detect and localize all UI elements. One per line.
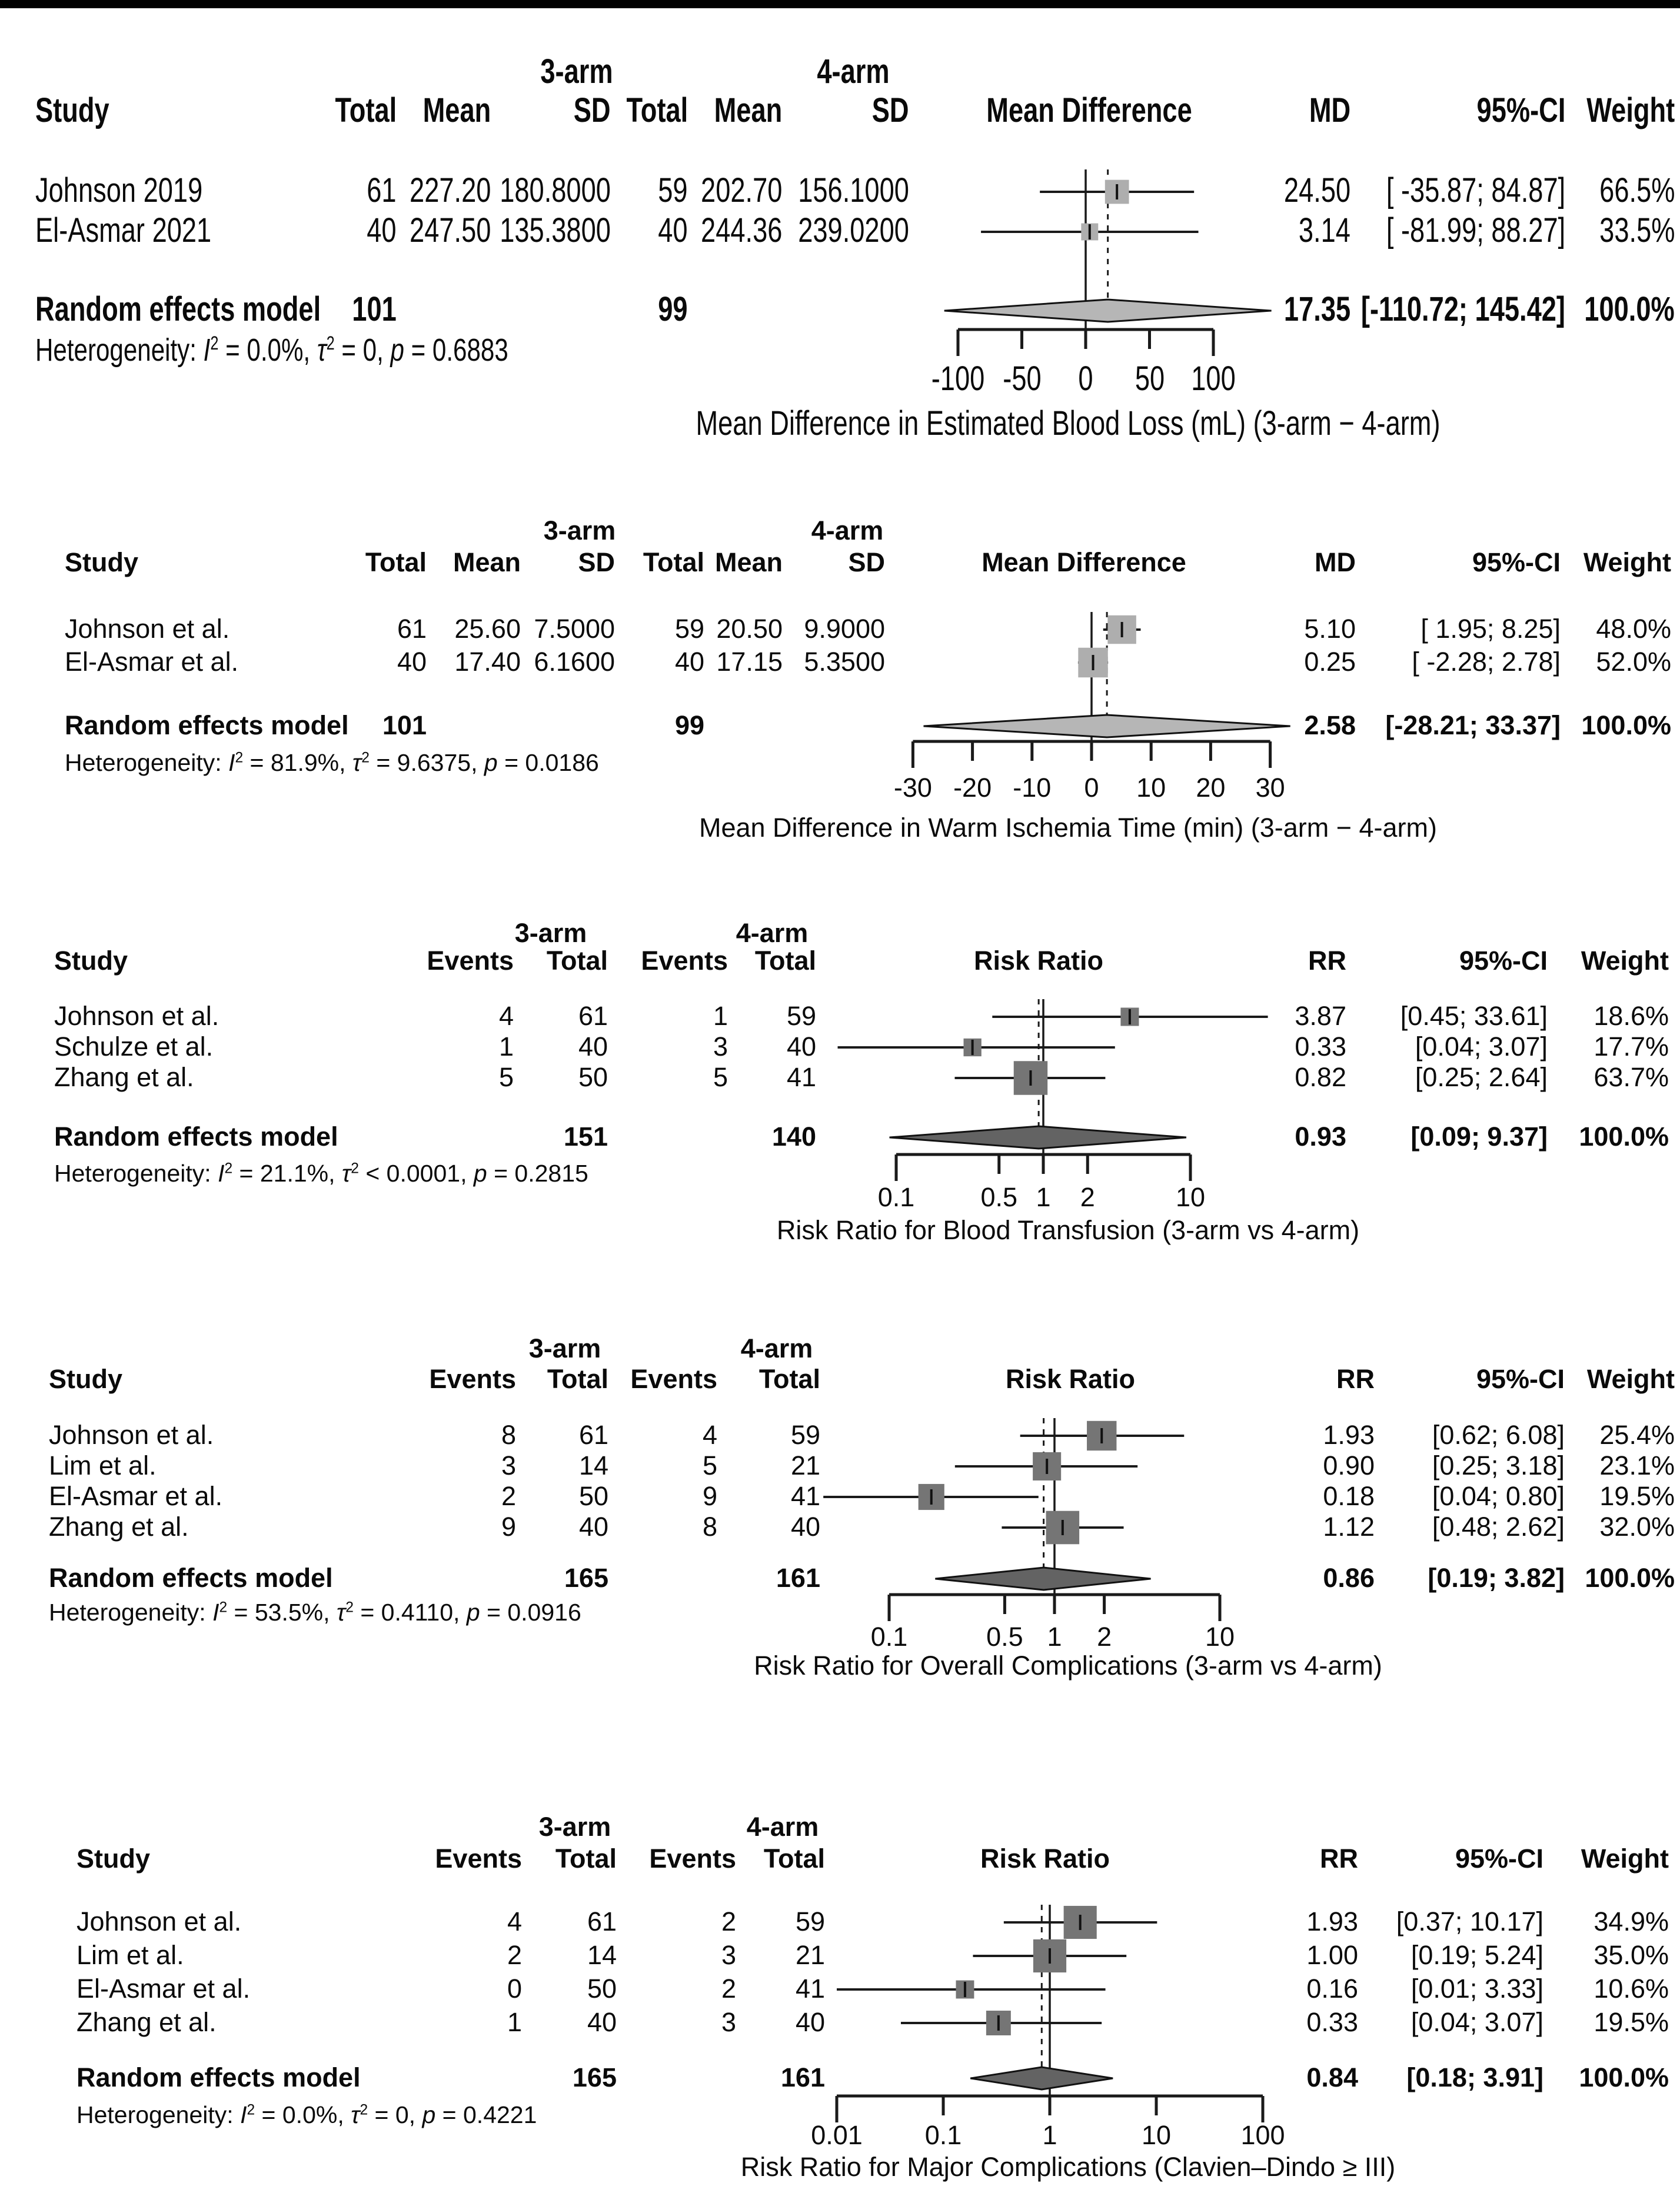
ci-value: [ 1.95; 8.25] xyxy=(1420,614,1561,644)
data-cell: 50 xyxy=(587,1974,617,2004)
column-header-effect: RR xyxy=(1320,1844,1358,1874)
column-header: Total xyxy=(759,1364,820,1394)
pooled-effect-value: 0.86 xyxy=(1323,1563,1375,1593)
data-cell: 41 xyxy=(795,1974,825,2004)
pooled-diamond xyxy=(944,300,1272,322)
column-header: Events xyxy=(641,946,728,976)
p-value: = 0.0186 xyxy=(497,749,599,776)
tau-squared-symbol: τ xyxy=(341,1160,351,1187)
data-cell: 40 xyxy=(587,2007,617,2037)
pooled-effect-value: 0.84 xyxy=(1306,2062,1358,2092)
ci-value: [ -81.99; 88.27] xyxy=(1386,211,1565,249)
weight-value: 19.5% xyxy=(1599,1481,1675,1511)
axis-tick-label: 10 xyxy=(1175,1182,1206,1212)
column-header: Mean xyxy=(714,547,783,577)
axis-tick-label: 100 xyxy=(1191,360,1236,398)
data-cell: 1 xyxy=(713,1001,728,1031)
axis-tick-label: 10 xyxy=(1141,2120,1172,2150)
axis-tick-label: 2 xyxy=(1097,1622,1112,1652)
column-header-effect: RR xyxy=(1336,1364,1375,1394)
effect-value: 0.90 xyxy=(1323,1450,1375,1480)
group-header-3arm: 3-arm xyxy=(514,918,587,948)
group-header-4arm: 4-arm xyxy=(740,1333,813,1363)
column-header: Total xyxy=(546,946,608,976)
i-squared-symbol: I xyxy=(203,332,211,368)
data-cell: 5 xyxy=(713,1062,728,1092)
axis-caption: Risk Ratio for Major Complications (Clavien–Dindo ≥ III) xyxy=(740,2152,1396,2182)
pooled-total-4arm: 99 xyxy=(674,710,704,740)
data-cell: 59 xyxy=(786,1001,816,1031)
data-cell: 0 xyxy=(507,1974,522,2004)
column-header-weight: Weight xyxy=(1581,1844,1669,1874)
data-cell: 9.9000 xyxy=(804,614,885,644)
pooled-total-4arm: 161 xyxy=(780,2062,825,2092)
weight-value: 25.4% xyxy=(1599,1420,1675,1450)
i-squared-value: = 0.0%, xyxy=(255,2101,351,2128)
data-cell: 41 xyxy=(786,1062,816,1092)
study-label: Johnson et al. xyxy=(49,1420,214,1450)
data-cell: 61 xyxy=(578,1420,608,1450)
study-label: El-Asmar et al. xyxy=(76,1974,251,2004)
column-header-weight: Weight xyxy=(1581,946,1669,976)
data-cell: 244.36 xyxy=(700,211,782,249)
data-cell: 239.0200 xyxy=(798,211,909,249)
ci-value: [ -2.28; 2.78] xyxy=(1412,647,1561,677)
i-squared-value: = 21.1%, xyxy=(232,1160,342,1187)
data-cell: 40 xyxy=(578,1512,608,1542)
effect-value: 0.16 xyxy=(1306,1974,1358,2004)
column-header: Total xyxy=(555,1844,617,1874)
i-squared-symbol: I xyxy=(218,1160,225,1187)
pooled-ci-value: [-28.21; 33.37] xyxy=(1385,710,1561,740)
pooled-total-3arm: 151 xyxy=(563,1122,608,1152)
column-header: Events xyxy=(435,1844,522,1874)
data-cell: 8 xyxy=(702,1512,717,1542)
study-label: Lim et al. xyxy=(49,1450,157,1480)
axis-caption: Risk Ratio for Blood Transfusion (3-arm vs 4-arm) xyxy=(776,1215,1360,1245)
data-cell: 8 xyxy=(501,1420,516,1450)
pooled-ci-value: [0.18; 3.91] xyxy=(1406,2062,1543,2092)
data-cell: 61 xyxy=(397,614,427,644)
axis-caption: Mean Difference in Estimated Blood Loss (mL) (3-arm − 4-arm) xyxy=(696,404,1441,442)
study-label: Zhang et al. xyxy=(49,1512,189,1542)
pooled-label: Random effects model xyxy=(35,290,321,328)
i-squared-symbol: I xyxy=(240,2101,247,2128)
p-symbol: p xyxy=(422,2101,436,2128)
data-cell: 17.40 xyxy=(454,647,521,677)
data-cell: 7.5000 xyxy=(534,614,615,644)
axis-tick-label: -20 xyxy=(953,773,992,803)
column-header: Total xyxy=(643,547,704,577)
data-cell: 40 xyxy=(397,647,427,677)
group-header-4arm: 4-arm xyxy=(817,52,890,91)
data-cell: 40 xyxy=(578,1032,608,1062)
effect-value: 3.87 xyxy=(1295,1001,1346,1031)
ci-value: [0.25; 3.18] xyxy=(1432,1450,1565,1480)
data-cell: 50 xyxy=(578,1481,608,1511)
axis-tick-label: 50 xyxy=(1135,360,1165,398)
p-value: = 0.0916 xyxy=(480,1599,581,1626)
axis-tick-label: 0.1 xyxy=(924,2120,962,2150)
data-cell: 4 xyxy=(702,1420,717,1450)
pooled-weight-value: 100.0% xyxy=(1584,290,1675,328)
weight-value: 35.0% xyxy=(1593,1940,1669,1970)
data-cell: 59 xyxy=(658,171,688,209)
ci-value: [0.04; 3.07] xyxy=(1410,2007,1543,2037)
pooled-total-3arm: 101 xyxy=(352,290,397,328)
superscript-2: 2 xyxy=(219,1599,228,1616)
data-cell: 4 xyxy=(507,1906,522,1937)
data-cell: 202.70 xyxy=(700,171,782,209)
column-header: Total xyxy=(763,1844,825,1874)
weight-value: 19.5% xyxy=(1593,2007,1669,2037)
effect-value: 0.33 xyxy=(1306,2007,1358,2037)
tau-squared-symbol: τ xyxy=(336,1599,346,1626)
data-cell: 61 xyxy=(578,1001,608,1031)
data-cell: 5 xyxy=(498,1062,514,1092)
superscript-2: 2 xyxy=(345,1599,354,1616)
data-cell: 5.3500 xyxy=(804,647,885,677)
data-cell: 3 xyxy=(713,1032,728,1062)
tau-squared-value: = 0.4110, xyxy=(353,1599,467,1626)
group-header-4arm: 4-arm xyxy=(736,918,809,948)
superscript-2: 2 xyxy=(326,332,335,354)
column-header: SD xyxy=(848,547,885,577)
i-squared-value: = 53.5%, xyxy=(227,1599,337,1626)
column-header-study: Study xyxy=(76,1844,151,1874)
pooled-weight-value: 100.0% xyxy=(1579,2062,1669,2092)
effect-value: 1.93 xyxy=(1306,1906,1358,1937)
ci-value: [0.01; 3.33] xyxy=(1410,1974,1543,2004)
column-header: SD xyxy=(574,91,611,129)
study-label: El-Asmar et al. xyxy=(65,647,239,677)
pooled-total-4arm: 99 xyxy=(658,290,688,328)
pooled-total-3arm: 165 xyxy=(564,1563,608,1593)
i-squared-value: = 81.9%, xyxy=(243,749,352,776)
superscript-2: 2 xyxy=(361,750,370,766)
ci-value: [0.04; 0.80] xyxy=(1432,1481,1565,1511)
data-cell: 3 xyxy=(721,1940,736,1970)
pooled-label: Random effects model xyxy=(54,1122,338,1152)
het-label: Heterogeneity: xyxy=(76,2101,241,2128)
axis-tick-label: 0.01 xyxy=(811,2120,863,2150)
p-value: = 0.4221 xyxy=(435,2101,537,2128)
data-cell: 50 xyxy=(578,1062,608,1092)
p-symbol: p xyxy=(466,1599,480,1626)
pooled-diamond xyxy=(890,1126,1186,1149)
study-label: Zhang et al. xyxy=(54,1062,194,1092)
study-label: Johnson et al. xyxy=(54,1001,219,1031)
superscript-2: 2 xyxy=(235,750,244,766)
data-cell: 247.50 xyxy=(409,211,491,249)
weight-value: 66.5% xyxy=(1599,171,1675,209)
effect-value: 3.14 xyxy=(1298,211,1350,249)
axis-tick-label: 0.5 xyxy=(980,1182,1018,1212)
group-header-4arm: 4-arm xyxy=(746,1812,819,1842)
data-cell: 156.1000 xyxy=(798,171,909,209)
ci-value: [0.25; 2.64] xyxy=(1415,1062,1548,1092)
data-cell: 40 xyxy=(786,1032,816,1062)
data-cell: 40 xyxy=(367,211,397,249)
pooled-label: Random effects model xyxy=(65,710,349,740)
pooled-diamond xyxy=(935,1568,1150,1590)
effect-value: 1.93 xyxy=(1323,1420,1375,1450)
axis-tick-label: 0 xyxy=(1078,360,1093,398)
pooled-total-4arm: 140 xyxy=(771,1122,816,1152)
effect-value: 24.50 xyxy=(1283,171,1350,209)
column-header-effect-plot: Risk Ratio xyxy=(980,1844,1110,1874)
ci-value: [0.48; 2.62] xyxy=(1432,1512,1565,1542)
column-header-study: Study xyxy=(54,946,128,976)
axis-tick-label: 10 xyxy=(1205,1622,1235,1652)
pooled-effect-value: 2.58 xyxy=(1304,710,1356,740)
weight-value: 52.0% xyxy=(1596,647,1671,677)
weight-value: 32.0% xyxy=(1599,1512,1675,1542)
axis-tick-label: 1 xyxy=(1047,1622,1062,1652)
column-header-weight: Weight xyxy=(1586,91,1675,129)
data-cell: 4 xyxy=(498,1001,514,1031)
i-squared-symbol: I xyxy=(212,1599,219,1626)
i-squared-symbol: I xyxy=(228,749,235,776)
axis-tick-label: 0.1 xyxy=(877,1182,915,1212)
data-cell: 25.60 xyxy=(454,614,521,644)
weight-value: 23.1% xyxy=(1599,1450,1675,1480)
data-cell: 6.1600 xyxy=(534,647,615,677)
group-header-3arm: 3-arm xyxy=(538,1812,611,1842)
effect-value: 0.25 xyxy=(1304,647,1356,677)
ci-value: [0.37; 10.17] xyxy=(1396,1906,1543,1937)
pooled-weight-value: 100.0% xyxy=(1585,1563,1675,1593)
data-cell: 59 xyxy=(674,614,704,644)
het-label: Heterogeneity: xyxy=(35,332,204,368)
i-squared-value: = 0.0%, xyxy=(218,332,317,368)
effect-value: 5.10 xyxy=(1304,614,1356,644)
study-label: Zhang et al. xyxy=(76,2007,217,2037)
column-header-effect-plot: Mean Difference xyxy=(982,547,1186,577)
data-cell: 59 xyxy=(790,1420,820,1450)
data-cell: 14 xyxy=(587,1940,617,1970)
column-header: Events xyxy=(630,1364,717,1394)
data-cell: 1 xyxy=(507,2007,522,2037)
data-cell: 40 xyxy=(674,647,704,677)
tau-squared-symbol: τ xyxy=(352,749,362,776)
data-cell: 2 xyxy=(721,1974,736,2004)
pooled-label: Random effects model xyxy=(49,1563,333,1593)
column-header: Mean xyxy=(453,547,521,577)
pooled-weight-value: 100.0% xyxy=(1579,1122,1669,1152)
column-header-ci: 95%-CI xyxy=(1476,91,1565,129)
column-header-study: Study xyxy=(35,91,109,129)
pooled-ci-value: [0.19; 3.82] xyxy=(1428,1563,1565,1593)
weight-value: 34.9% xyxy=(1593,1906,1669,1937)
data-cell: 5 xyxy=(702,1450,717,1480)
p-value: = 0.2815 xyxy=(487,1160,588,1187)
effect-value: 0.18 xyxy=(1323,1481,1375,1511)
column-header-effect-plot: Mean Difference xyxy=(986,91,1192,129)
pooled-diamond xyxy=(924,715,1290,737)
data-cell: 21 xyxy=(795,1940,825,1970)
axis-tick-label: 1 xyxy=(1036,1182,1051,1212)
column-header-ci: 95%-CI xyxy=(1476,1364,1565,1394)
tau-squared-value: < 0.0001, xyxy=(358,1160,474,1187)
pooled-ci-value: [-110.72; 145.42] xyxy=(1360,290,1565,328)
data-cell: 2 xyxy=(507,1940,522,1970)
study-label: El-Asmar 2021 xyxy=(35,211,212,249)
axis-tick-label: -50 xyxy=(1002,360,1042,398)
data-cell: 21 xyxy=(790,1450,820,1480)
tau-squared-symbol: τ xyxy=(351,2101,360,2128)
effect-value: 0.82 xyxy=(1295,1062,1346,1092)
weight-value: 10.6% xyxy=(1593,1974,1669,2004)
pooled-total-3arm: 165 xyxy=(572,2062,617,2092)
column-header-weight: Weight xyxy=(1586,1364,1675,1394)
data-cell: 14 xyxy=(578,1450,608,1480)
het-label: Heterogeneity: xyxy=(65,749,229,776)
column-header: SD xyxy=(872,91,909,129)
data-cell: 3 xyxy=(501,1450,516,1480)
het-label: Heterogeneity: xyxy=(54,1160,218,1187)
study-label: Schulze et al. xyxy=(54,1032,214,1062)
axis-tick-label: 100 xyxy=(1240,2120,1285,2150)
ci-value: [ -35.87; 84.87] xyxy=(1386,171,1565,209)
data-cell: 41 xyxy=(790,1481,820,1511)
data-cell: 9 xyxy=(501,1512,516,1542)
column-header-study: Study xyxy=(65,547,139,577)
axis-tick-label: -100 xyxy=(931,360,985,398)
column-header: Events xyxy=(649,1844,736,1874)
weight-value: 18.6% xyxy=(1593,1001,1669,1031)
column-header-effect: RR xyxy=(1308,946,1346,976)
axis-caption: Mean Difference in Warm Ischemia Time (min) (3-arm − 4-arm) xyxy=(698,813,1438,843)
pooled-ci-value: [0.09; 9.37] xyxy=(1410,1122,1548,1152)
tau-squared-symbol: τ xyxy=(317,332,327,368)
group-header-4arm: 4-arm xyxy=(811,515,884,545)
data-cell: 59 xyxy=(795,1906,825,1937)
axis-tick-label: 1 xyxy=(1042,2120,1057,2150)
superscript-2: 2 xyxy=(351,1160,359,1177)
column-header-weight: Weight xyxy=(1583,547,1671,577)
axis-tick-label: 0.1 xyxy=(870,1622,908,1652)
effect-value: 1.00 xyxy=(1306,1940,1358,1970)
pooled-effect-value: 0.93 xyxy=(1295,1122,1346,1152)
data-cell: 61 xyxy=(587,1906,617,1937)
tau-squared-value: = 0, xyxy=(368,2101,423,2128)
weight-value: 33.5% xyxy=(1599,211,1675,249)
data-cell: 20.50 xyxy=(716,614,783,644)
column-header: Total xyxy=(365,547,427,577)
pooled-diamond xyxy=(970,2067,1113,2089)
study-label: Johnson et al. xyxy=(76,1906,242,1937)
group-header-3arm: 3-arm xyxy=(543,515,616,545)
data-cell: 40 xyxy=(658,211,688,249)
study-label: El-Asmar et al. xyxy=(49,1481,223,1511)
pooled-weight-value: 100.0% xyxy=(1581,710,1671,740)
superscript-2: 2 xyxy=(247,2102,255,2118)
column-header: SD xyxy=(578,547,615,577)
superscript-2: 2 xyxy=(224,1160,233,1177)
data-cell: 61 xyxy=(367,171,397,209)
column-header: Total xyxy=(547,1364,608,1394)
ci-value: [0.04; 3.07] xyxy=(1415,1032,1548,1062)
data-cell: 180.8000 xyxy=(500,171,611,209)
column-header: Total xyxy=(626,91,688,129)
ci-value: [0.19; 5.24] xyxy=(1410,1940,1543,1970)
superscript-2: 2 xyxy=(210,332,219,354)
pooled-effect-value: 17.35 xyxy=(1283,290,1350,328)
column-header-effect-plot: Risk Ratio xyxy=(973,946,1104,976)
column-header-effect: MD xyxy=(1315,547,1356,577)
column-header: Mean xyxy=(423,91,491,129)
column-header-effect-plot: Risk Ratio xyxy=(1005,1364,1136,1394)
tau-squared-value: = 0, xyxy=(334,332,391,368)
data-cell: 227.20 xyxy=(409,171,491,209)
data-cell: 2 xyxy=(501,1481,516,1511)
data-cell: 40 xyxy=(790,1512,820,1542)
effect-value: 0.33 xyxy=(1295,1032,1346,1062)
column-header-ci: 95%-CI xyxy=(1472,547,1561,577)
column-header-study: Study xyxy=(49,1364,123,1394)
pooled-total-4arm: 161 xyxy=(776,1563,820,1593)
data-cell: 135.3800 xyxy=(500,211,611,249)
axis-caption: Risk Ratio for Overall Complications (3-arm vs 4-arm) xyxy=(754,1651,1382,1681)
axis-tick-label: 20 xyxy=(1196,773,1226,803)
p-symbol: p xyxy=(390,332,404,368)
effect-value: 1.12 xyxy=(1323,1512,1375,1542)
ci-value: [0.62; 6.08] xyxy=(1432,1420,1565,1450)
weight-value: 17.7% xyxy=(1593,1032,1669,1062)
column-header: Total xyxy=(335,91,397,129)
column-header: Total xyxy=(754,946,816,976)
weight-value: 63.7% xyxy=(1593,1062,1669,1092)
column-header: Events xyxy=(427,946,514,976)
column-header: Events xyxy=(429,1364,516,1394)
group-header-3arm: 3-arm xyxy=(528,1333,601,1363)
study-label: Johnson et al. xyxy=(65,614,230,644)
het-label: Heterogeneity: xyxy=(49,1599,213,1626)
data-cell: 17.15 xyxy=(716,647,783,677)
group-header-3arm: 3-arm xyxy=(540,52,613,91)
study-label: Johnson 2019 xyxy=(35,171,203,209)
ci-value: [0.45; 33.61] xyxy=(1400,1001,1548,1031)
column-header-ci: 95%-CI xyxy=(1455,1844,1543,1874)
axis-tick-label: -10 xyxy=(1013,773,1052,803)
study-label: Lim et al. xyxy=(76,1940,184,1970)
pooled-total-3arm: 101 xyxy=(382,710,427,740)
axis-tick-label: 2 xyxy=(1080,1182,1095,1212)
axis-tick-label: 0.5 xyxy=(986,1622,1023,1652)
axis-tick-label: 0 xyxy=(1084,773,1099,803)
axis-tick-label: 10 xyxy=(1136,773,1166,803)
axis-tick-label: 30 xyxy=(1255,773,1285,803)
axis-tick-label: -30 xyxy=(893,773,932,803)
data-cell: 1 xyxy=(498,1032,514,1062)
data-cell: 9 xyxy=(702,1481,717,1511)
p-symbol: p xyxy=(473,1160,487,1187)
data-cell: 3 xyxy=(721,2007,736,2037)
weight-value: 48.0% xyxy=(1596,614,1671,644)
p-value: = 0.6883 xyxy=(404,332,508,368)
pooled-label: Random effects model xyxy=(76,2062,361,2092)
superscript-2: 2 xyxy=(360,2102,368,2118)
column-header-ci: 95%-CI xyxy=(1459,946,1548,976)
data-cell: 40 xyxy=(795,2007,825,2037)
tau-squared-value: = 9.6375, xyxy=(369,749,484,776)
data-cell: 2 xyxy=(721,1906,736,1937)
p-symbol: p xyxy=(484,749,498,776)
column-header-effect: MD xyxy=(1309,91,1350,129)
column-header: Mean xyxy=(714,91,782,129)
